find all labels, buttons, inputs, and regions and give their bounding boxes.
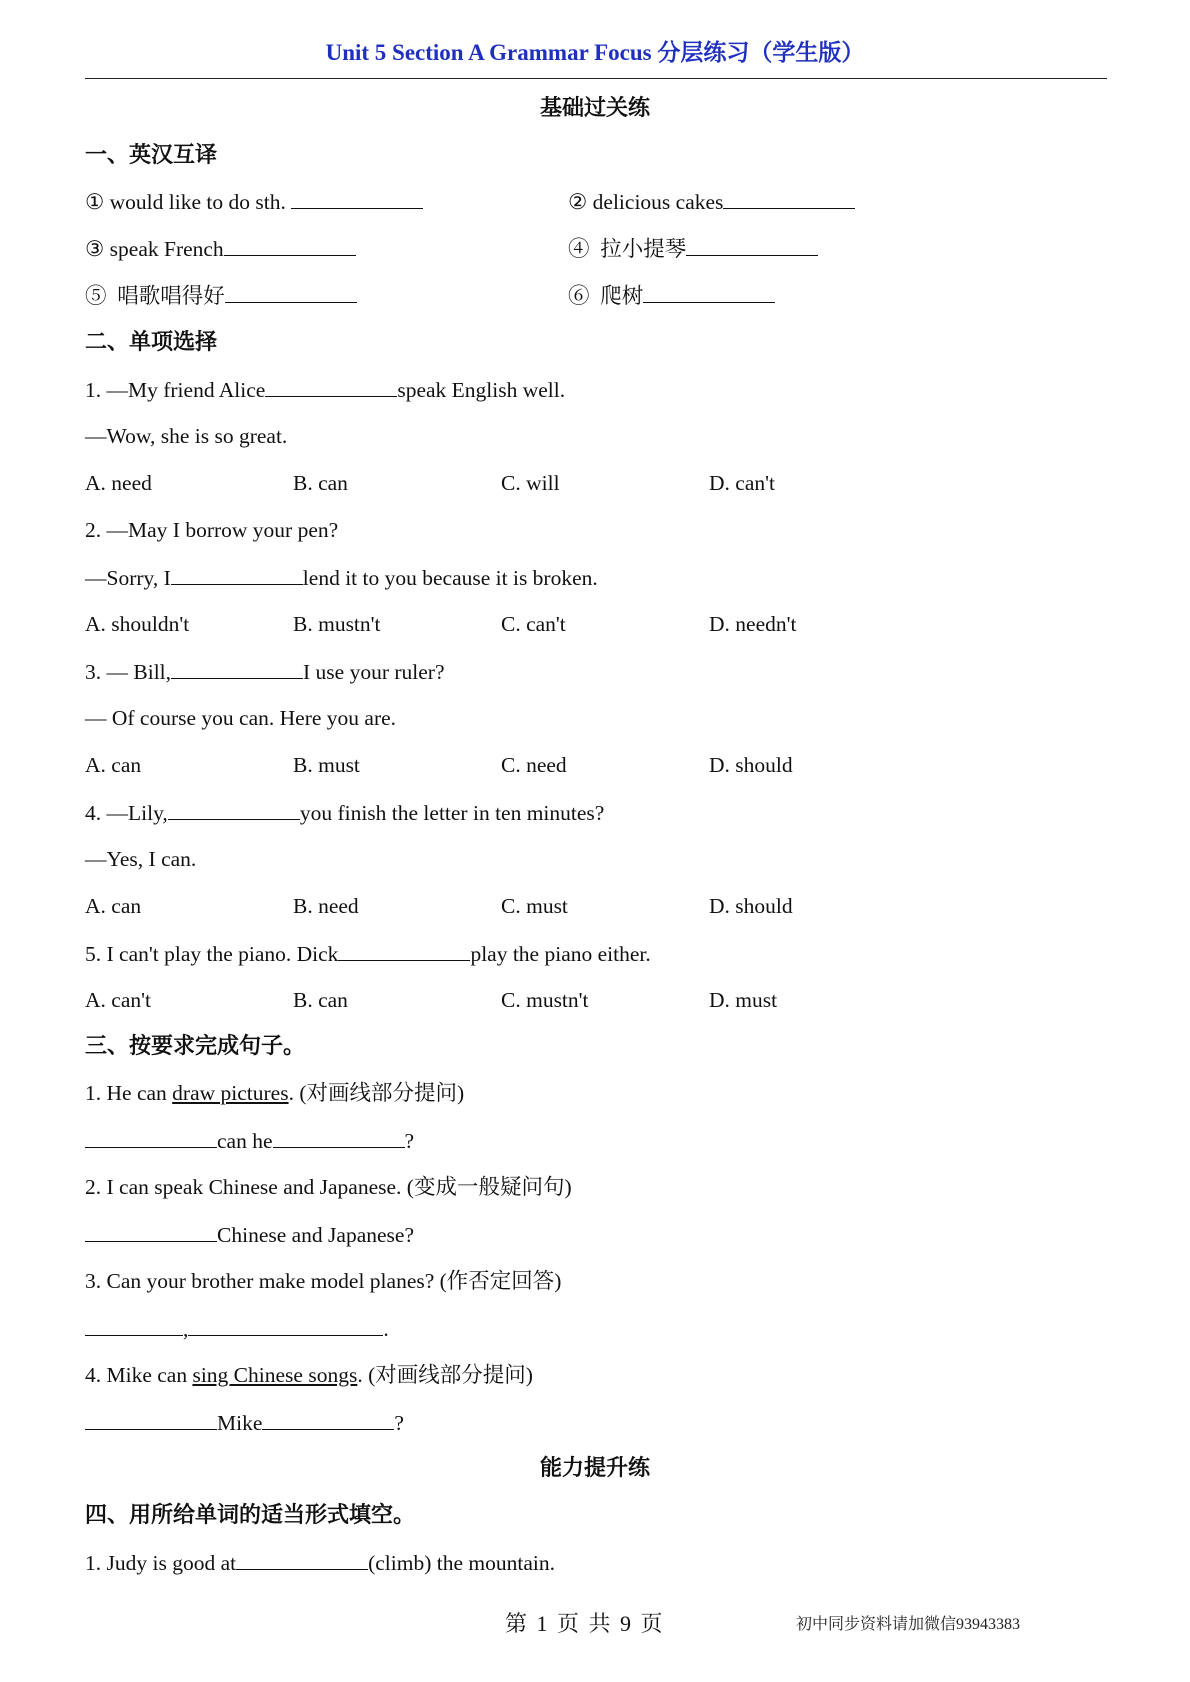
rewrite-answer-4: Mike ?: [85, 1407, 404, 1438]
answer-blank[interactable]: [291, 186, 423, 209]
footer-note: 初中同步资料请加微信93943383: [796, 1616, 1021, 1633]
mc-question-1: 1. —My friend Alice speak English well.: [85, 374, 565, 405]
mc-option[interactable]: B. can: [293, 988, 348, 1012]
document-title: Unit 5 Section A Grammar Focus 分层练习（学生版）: [325, 40, 865, 65]
mc-option[interactable]: D. needn't: [709, 612, 797, 636]
part2-heading: 二、单项选择: [85, 329, 218, 354]
answer-blank[interactable]: [224, 233, 356, 256]
mc-option[interactable]: D. can't: [709, 471, 775, 495]
part4-heading: 四、用所给单词的适当形式填空。: [85, 1502, 416, 1527]
answer-blank[interactable]: [168, 797, 300, 820]
mc-question-5: 5. I can't play the piano. Dick play the piano either.: [85, 938, 651, 969]
part1-item-5: ⑤ 唱歌唱得好: [85, 280, 357, 311]
rewrite-answer-1: can he ?: [85, 1125, 414, 1156]
mc-option[interactable]: C. can't: [501, 612, 566, 636]
mc-question-2-reply: —Sorry, I lend it to you because it is broken.: [85, 562, 598, 593]
answer-blank[interactable]: [338, 938, 470, 961]
mc-question-3: 3. — Bill, I use your ruler?: [85, 656, 445, 687]
answer-blank[interactable]: [236, 1547, 368, 1570]
answer-blank[interactable]: [171, 562, 303, 585]
rewrite-question-2: 2. I can speak Chinese and Japanese. (变成一般疑问句): [85, 1175, 572, 1199]
mc-option[interactable]: A. shouldn't: [85, 612, 190, 636]
mc-option[interactable]: C. must: [501, 894, 568, 918]
mc-question-2: 2. —May I borrow your pen?: [85, 518, 339, 542]
mc-option[interactable]: C. need: [501, 753, 567, 777]
part1-heading: 一、英汉互译: [85, 142, 218, 167]
advanced-practice-heading: 能力提升练: [539, 1455, 650, 1480]
mc-option[interactable]: B. can: [293, 471, 348, 495]
fill-question-1: 1. Judy is good at (climb) the mountain.: [85, 1547, 555, 1578]
answer-blank[interactable]: [85, 1407, 217, 1430]
answer-blank[interactable]: [85, 1313, 183, 1336]
mc-question-3-reply: — Of course you can. Here you are.: [85, 706, 397, 730]
answer-blank[interactable]: [188, 1313, 383, 1336]
answer-blank[interactable]: [85, 1125, 217, 1148]
answer-blank[interactable]: [273, 1125, 405, 1148]
mc-option[interactable]: D. must: [709, 988, 778, 1012]
part1-item-6: ⑥ 爬树: [568, 280, 775, 311]
page-number: 第 1 页 共 9 页: [505, 1611, 665, 1636]
part3-heading: 三、按要求完成句子。: [85, 1033, 306, 1058]
rewrite-answer-2: Chinese and Japanese?: [85, 1219, 414, 1250]
answer-blank[interactable]: [85, 1219, 217, 1242]
mc-option[interactable]: D. should: [709, 894, 793, 918]
mc-option[interactable]: B. must: [293, 753, 360, 777]
mc-option[interactable]: C. will: [501, 471, 560, 495]
answer-blank[interactable]: [686, 233, 818, 256]
mc-option[interactable]: C. mustn't: [501, 988, 589, 1012]
mc-option[interactable]: A. can: [85, 894, 142, 918]
answer-blank[interactable]: [171, 656, 303, 679]
rewrite-answer-3: , .: [85, 1313, 389, 1344]
mc-option[interactable]: B. need: [293, 894, 359, 918]
mc-option[interactable]: A. need: [85, 471, 152, 495]
answer-blank[interactable]: [225, 280, 357, 303]
answer-blank[interactable]: [265, 374, 397, 397]
mc-question-4-reply: —Yes, I can.: [85, 847, 197, 871]
mc-option[interactable]: A. can: [85, 753, 142, 777]
header-divider: [85, 78, 1107, 79]
mc-option[interactable]: A. can't: [85, 988, 151, 1012]
answer-blank[interactable]: [723, 186, 855, 209]
rewrite-question-3: 3. Can your brother make model planes? (作否定回答): [85, 1269, 562, 1293]
basic-practice-heading: 基础过关练: [539, 95, 650, 120]
answer-blank[interactable]: [262, 1407, 394, 1430]
part1-item-3: ③ speak French: [85, 233, 356, 264]
rewrite-question-4: 4. Mike can sing Chinese songs. (对画线部分提问): [85, 1363, 533, 1387]
part1-item-1: ① would like to do sth.: [85, 186, 423, 217]
part1-item-2: ② delicious cakes: [568, 186, 855, 217]
mc-option[interactable]: B. mustn't: [293, 612, 381, 636]
mc-option[interactable]: D. should: [709, 753, 793, 777]
part1-item-4: ④ 拉小提琴: [568, 233, 818, 264]
rewrite-question-1: 1. He can draw pictures. (对画线部分提问): [85, 1081, 465, 1105]
mc-question-4: 4. —Lily, you finish the letter in ten minutes?: [85, 797, 604, 828]
answer-blank[interactable]: [643, 280, 775, 303]
mc-question-1-reply: —Wow, she is so great.: [85, 424, 288, 448]
